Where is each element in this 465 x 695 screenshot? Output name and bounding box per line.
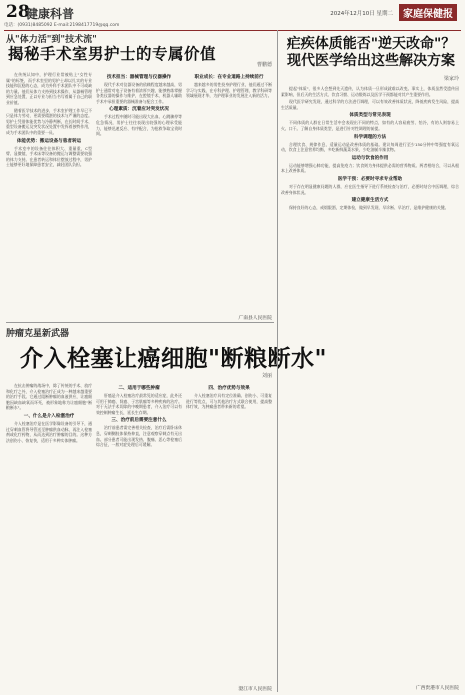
article-tumor-col-3 — [186, 383, 272, 683]
body-paragraph: 不同体质的人群在日常生活中会表现出不同的特点，如有的人容易疲劳、怕冷，有的人则容易上火、口干。了解自身体质类型，是进行针对性调理的前提。 — [281, 120, 459, 131]
body-paragraph: 介入栓塞治疗是在医学影像设备的引导下，通过穿刺血管将导管送至肿瘤供血动脉，再注入栓塞剂或化疗药物，从而达到治疗肿瘤的目的。这种方法创伤小、恢复快，适用于多种实体肿瘤。 — [6, 420, 92, 443]
body-paragraph: 治疗前患者需完善相关检查，治疗后需卧床休息，穿刺侧肢体保持伸直，注意观察穿刺点有无出血。部分患者可能出现发热、腹痛、恶心等栓塞后综合征，一般对症处理后可缓解。 — [96, 425, 182, 448]
article-nurse-col-1 — [6, 72, 92, 320]
article-disease-byline-box — [281, 75, 459, 83]
contact-line: 电话：(0931)8485092 E-mail:2198417719@qq.com — [4, 22, 461, 31]
body-paragraph: 在传统认知中，护理行业常被贴上"女性专属"的标签，而手术室里的男护士却以扎实的专业技能和沉稳的心态，成为外科手术团队中不可或缺的力量。他们从体力支持到技术操作，从器械管理到应急处置，正以专业与担当书写着属于自己的职业价值。 — [6, 72, 92, 105]
article-source: 广南县人民医院 — [238, 316, 272, 321]
body-paragraph: 合理饮食、规律作息、适量运动是改善体质的基础。建议每周进行至少150分钟中等强度有氧运动，饮食上注意营养均衡，多吃新鲜蔬菜水果，少吃油腻辛辣食物。 — [281, 141, 459, 153]
article-kicker: 肿瘤克星新武器 — [6, 329, 70, 339]
body-paragraph: 介入栓塞治疗具有定位准确、创伤小、可重复进行等优点，可与其他治疗方式联合使用，提高整体疗效，为肿瘤患者带来新的希望。 — [186, 393, 272, 410]
body-paragraph: 现代医学研究发现，通过科学的方法进行调理，可以有效改善体质状况，降低疾病发生风险，提高生活质量。 — [281, 99, 459, 110]
body-paragraph: 越来越多的男性投身护理行业，他们通过不断学习与实践，在专科护理、护理管理、教学科研等领域展现才华，为护理事业的发展注入新的活力。 — [186, 82, 272, 99]
newspaper-name: 家庭保健报 — [399, 4, 457, 21]
masthead-right — [330, 5, 457, 20]
body-paragraph: 随着医学技术的进步，手术室护理工作早已不只是体力劳动，更需要精湛的技术与严谨的态度。男护士凭借体能优势与冷静判断，在长时间手术、重型设备搬运及突发状况处置中发挥着独特作用，成为手术团队中的重要一员。 — [6, 107, 92, 135]
article-tumor-col-2 — [96, 383, 182, 689]
body-paragraph: 保持良好的心态，戒烟限酒，定期体检，做到早发现、早诊断、早治疗，是维护健康的关键。 — [289, 205, 449, 211]
article-disease-body — [281, 86, 459, 678]
article-headline: 现代医学给出这些解决方案 — [287, 53, 455, 69]
body-paragraph: 手术室中的设备往往体积大、重量重，C型臂、显微镜、手术床等设备的搬运与调整需要较强的体力支持。在患者转运和体位摆放过程中，男护士能够更好地保障患者安全，减轻团队负担。 — [6, 145, 92, 168]
article-source: 澄江市人民医院 — [238, 687, 272, 692]
section-title: 健康科普 — [26, 7, 75, 21]
article-nurse-org-box — [186, 312, 272, 320]
body-paragraph: 对于存在明显健康问题的人群，应在医生指导下进行系统检查与治疗，必要时结合中医调理，综合改善身体状况。 — [281, 183, 459, 195]
article-tumor-byline-box — [180, 372, 272, 380]
subheading: 心理素质：沉着应对突发状况 — [109, 107, 169, 113]
article-tumor-org-box — [186, 683, 272, 692]
article-kicker: 疟疾体质能否"逆天改命"？ — [286, 36, 456, 52]
article-nurse-col-3 — [186, 72, 272, 320]
article-byline: 刘丽 — [261, 373, 272, 379]
article-byline: 梁家玲 — [443, 76, 459, 82]
subheading: 三、治疗前后需要注意什么 — [111, 418, 167, 424]
body-paragraph: 现代手术对仪器设备的依赖程度越来越高，男护士通常对电子设备有着浓厚兴趣，能够熟练掌握各类仪器的操作与维护，在腔镜手术、机器人辅助手术中承担重要的器械准备与配合工作。 — [96, 82, 182, 104]
article-source: 广西贵港市人民医院 — [415, 686, 459, 691]
subheading: 建立健康生活方式 — [351, 198, 389, 204]
article-nurse-col-2 — [96, 72, 182, 320]
body-paragraph: 在抗击肿瘤的战场中，除了传统的手术、放疗和化疗之外，介入栓塞治疗正成为一种越来越重要的治疗手段。它通过阻断肿瘤的血液供应，让癌细胞因缺血缺氧而坏死，被形象地称为让癌细胞"断粮断水"。 — [6, 383, 92, 411]
subheading: 四、治疗优势与效果 — [208, 386, 250, 391]
article-byline: 曹鹏德 — [256, 62, 272, 68]
body-paragraph: 手术过程中随时可能出现大出血、心跳骤停等危急情况，男护士往往表现出较强的心理承受能力，能够迅速反应、有序配合，为抢救争取宝贵时间。 — [96, 114, 182, 137]
subheading: 医学干预：必要时寻求专业帮助 — [337, 176, 403, 182]
subheading: 科学调理的方法 — [353, 134, 387, 140]
article-disease-header — [281, 36, 461, 74]
article-headline: 揭秘手术室男护士的专属价值 — [8, 44, 217, 63]
subheading: 二、适用于哪些肿瘤 — [118, 386, 160, 391]
subheading: 运动与饮食的作用 — [351, 155, 389, 161]
page-number: 28 — [6, 2, 30, 22]
subheading: 一、什么是介入栓塞治疗 — [23, 413, 75, 419]
subheading: 职业成长：在专业道路上持续前行 — [194, 75, 264, 80]
subheading: 体能优势：搬运设备与患者转运 — [16, 138, 82, 144]
column-divider — [277, 30, 278, 692]
article-disease-org-box — [281, 682, 459, 692]
article-kicker: 从"体力活"到"技术流" — [6, 35, 97, 45]
article-headline: 介入栓塞让癌细胞"断粮断水" — [20, 345, 327, 372]
issue-date: 2024年12月10日 星期二 — [330, 10, 393, 17]
body-paragraph: 运动能够增强心肺功能，提高免疫力；饮食则为身体提供必需的营养物质。两者相结合，可以从根本上改善体质。 — [281, 162, 459, 174]
article-nurse-byline-box — [180, 61, 272, 69]
article-tumor-headline-box — [20, 340, 327, 372]
subheading: 体质类型与常见表现 — [349, 113, 391, 119]
article-tumor-header — [6, 326, 274, 338]
section-divider — [6, 322, 274, 323]
subheading: 技术担当：器械管理与仪器操作 — [106, 75, 172, 80]
body-paragraph: 提起"体质"，很多人会想到先天遗传，认为体质一旦形成就难以改变。事实上，体质虽然受遗传因素影响，但后天的生活方式、饮食习惯、运动锻炼以及医学干预都能对其产生重要作用。 — [281, 86, 459, 97]
article-tumor-col-1 — [6, 383, 92, 689]
body-paragraph: 肝癌是介入栓塞治疗最常见的适应症，此外还可用于肺癌、肾癌、子宫肌瘤等多种疾病的治疗。对于无法手术切除的中晚期患者，介入治疗可以有效控制肿瘤生长，延长生存期。 — [96, 393, 182, 415]
masthead — [4, 2, 461, 22]
